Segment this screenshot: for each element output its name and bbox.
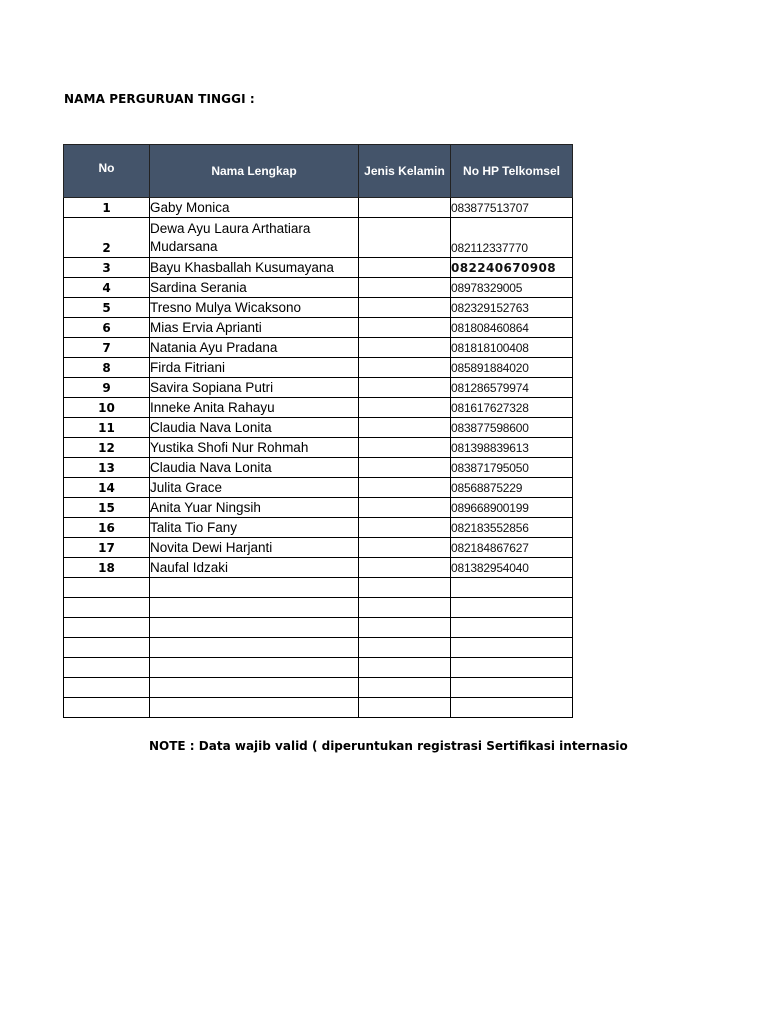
table-row [64,418,573,438]
row-number: 5 [64,298,150,318]
table-row [64,558,573,578]
empty-row [64,698,573,718]
row-number: 1 [64,198,150,218]
row-number: 13 [64,458,150,478]
full-name-cell[interactable]: Sardina Serania [150,278,359,298]
phone-cell[interactable]: 082184867627 [451,538,573,558]
gender-cell[interactable] [359,378,451,398]
gender-cell[interactable] [359,438,451,458]
gender-cell[interactable] [359,478,451,498]
full-name-cell[interactable]: Yustika Shofi Nur Rohmah [150,438,359,458]
participant-table [63,144,573,718]
empty-cell[interactable] [150,578,359,598]
phone-cell[interactable]: 081382954040 [451,558,573,578]
full-name-cell[interactable]: Firda Fitriani [150,358,359,378]
gender-cell[interactable] [359,538,451,558]
empty-cell[interactable] [359,618,451,638]
row-number: 2 [64,218,150,258]
gender-cell[interactable] [359,498,451,518]
full-name-cell[interactable]: Julita Grace [150,478,359,498]
row-number: 17 [64,538,150,558]
row-number: 11 [64,418,150,438]
row-number: 9 [64,378,150,398]
empty-cell[interactable] [359,638,451,658]
empty-cell[interactable] [451,678,573,698]
row-number: 15 [64,498,150,518]
empty-cell[interactable] [451,638,573,658]
gender-cell[interactable] [359,458,451,478]
table-row [64,438,573,458]
gender-cell[interactable] [359,398,451,418]
gender-cell[interactable] [359,298,451,318]
row-number: 8 [64,358,150,378]
empty-cell[interactable] [64,678,150,698]
full-name-cell[interactable]: Claudia Nava Lonita [150,418,359,438]
empty-cell[interactable] [359,578,451,598]
phone-cell[interactable]: 081286579974 [451,378,573,398]
empty-cell[interactable] [150,638,359,658]
table-row [64,458,573,478]
table-row [64,478,573,498]
phone-cell[interactable]: 081398839613 [451,438,573,458]
phone-cell[interactable]: 089668900199 [451,498,573,518]
validity-note: NOTE : Data wajib valid ( diperuntukan registrasi Sertifikasi internasio [149,739,628,753]
phone-cell[interactable]: 085891884020 [451,358,573,378]
full-name-cell[interactable]: Naufal Idzaki [150,558,359,578]
phone-cell[interactable]: 083871795050 [451,458,573,478]
phone-cell[interactable]: 082240670908 [451,258,573,278]
empty-row [64,678,573,698]
table-row [64,278,573,298]
empty-row [64,598,573,618]
full-name-cell[interactable]: Inneke Anita Rahayu [150,398,359,418]
empty-row [64,578,573,598]
empty-cell[interactable] [150,618,359,638]
empty-cell[interactable] [64,658,150,678]
table-row [64,338,573,358]
empty-cell[interactable] [64,618,150,638]
row-number: 3 [64,258,150,278]
phone-cell[interactable]: 083877598600 [451,418,573,438]
empty-cell[interactable] [64,638,150,658]
empty-cell[interactable] [64,698,150,718]
table-row [64,398,573,418]
empty-cell[interactable] [359,678,451,698]
gender-cell[interactable] [359,338,451,358]
full-name-cell[interactable]: Mias Ervia Aprianti [150,318,359,338]
table-header-row [64,145,573,198]
full-name-cell[interactable]: Talita Tio Fany [150,518,359,538]
column-header-name: Nama Lengkap [150,145,359,198]
gender-cell[interactable] [359,218,451,258]
phone-cell[interactable]: 08568875229 [451,478,573,498]
table-row [64,498,573,518]
gender-cell[interactable] [359,278,451,298]
gender-cell[interactable] [359,518,451,538]
column-header-phone: No HP Telkomsel [451,145,573,198]
empty-cell[interactable] [150,598,359,618]
table-row [64,298,573,318]
gender-cell[interactable] [359,198,451,218]
gender-cell[interactable] [359,558,451,578]
table-row [64,518,573,538]
empty-row [64,658,573,678]
empty-row [64,618,573,638]
row-number: 16 [64,518,150,538]
gender-cell[interactable] [359,418,451,438]
phone-cell[interactable]: 081818100408 [451,338,573,358]
table-row [64,258,573,278]
gender-cell[interactable] [359,358,451,378]
empty-cell[interactable] [451,658,573,678]
table-row [64,218,573,258]
row-number: 18 [64,558,150,578]
phone-cell[interactable]: 082183552856 [451,518,573,538]
phone-cell[interactable]: 082112337770 [451,218,573,258]
empty-cell[interactable] [451,598,573,618]
institution-heading: NAMA PERGURUAN TINGGI : [64,92,255,106]
table-row [64,358,573,378]
row-number: 14 [64,478,150,498]
phone-cell[interactable]: 081808460864 [451,318,573,338]
empty-row [64,638,573,658]
phone-cell[interactable]: 08978329005 [451,278,573,298]
table-row [64,378,573,398]
column-header-no: No [64,145,150,198]
row-number: 7 [64,338,150,358]
phone-cell[interactable]: 082329152763 [451,298,573,318]
empty-cell[interactable] [451,578,573,598]
full-name-cell[interactable]: Natania Ayu Pradana [150,338,359,358]
empty-cell[interactable] [150,698,359,718]
gender-cell[interactable] [359,318,451,338]
table-row [64,318,573,338]
empty-cell[interactable] [64,598,150,618]
empty-cell[interactable] [64,578,150,598]
full-name-cell[interactable]: Novita Dewi Harjanti [150,538,359,558]
table-row [64,198,573,218]
full-name-cell[interactable]: Tresno Mulya Wicaksono [150,298,359,318]
full-name-cell[interactable]: Savira Sopiana Putri [150,378,359,398]
table-row [64,538,573,558]
full-name-cell[interactable]: Claudia Nava Lonita [150,458,359,478]
phone-cell[interactable]: 081617627328 [451,398,573,418]
empty-cell[interactable] [359,698,451,718]
empty-cell[interactable] [359,658,451,678]
row-number: 4 [64,278,150,298]
empty-cell[interactable] [150,678,359,698]
empty-cell[interactable] [451,698,573,718]
phone-cell[interactable]: 083877513707 [451,198,573,218]
empty-cell[interactable] [359,598,451,618]
full-name-cell[interactable]: Anita Yuar Ningsih [150,498,359,518]
row-number: 10 [64,398,150,418]
row-number: 6 [64,318,150,338]
empty-cell[interactable] [150,658,359,678]
full-name-cell[interactable]: Dewa Ayu Laura Arthatiara Mudarsana [150,218,359,258]
column-header-gender: Jenis Kelamin [359,145,451,198]
empty-cell[interactable] [451,618,573,638]
gender-cell[interactable] [359,258,451,278]
full-name-cell[interactable]: Bayu Khasballah Kusumayana [150,258,359,278]
row-number: 12 [64,438,150,458]
full-name-cell[interactable]: Gaby Monica [150,198,359,218]
